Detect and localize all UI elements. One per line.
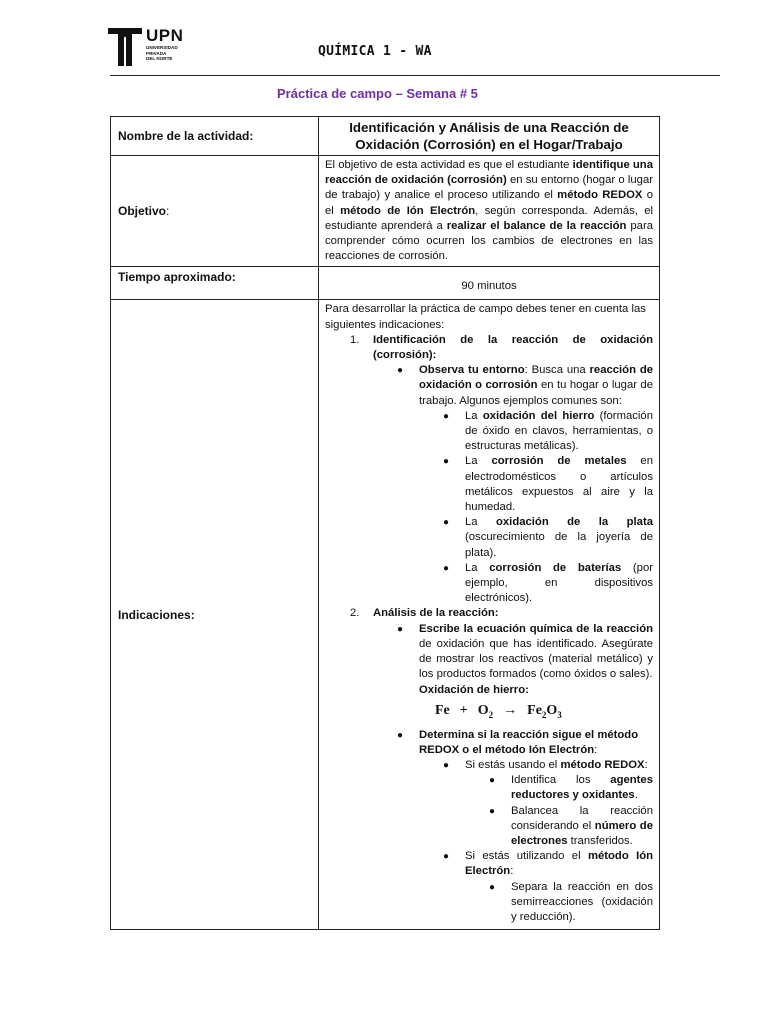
bullet-icon: ● bbox=[397, 623, 404, 635]
step-2-bullet-equation: ● Escribe la ecuación química de la reacción de oxidación que has identificado. Asegúrate de mostrar los reactivos (material metálico) y los productos formados (como óxidos o sales). bbox=[397, 622, 653, 681]
objective-text: El objetivo de esta actividad es que el estudiante identifique una reacción de oxidación (corrosión) en su entorno (hogar o lugar de trabajo) y analice el proceso utilizando el método REDOX o el método de Ión Electrón, según corresponda. Además, el estudiante aprenderá a realizar el balance de la reacción para comprender cómo ocurren los cambios de electrones en las reacciones de corrosión. bbox=[319, 156, 660, 267]
time-value: 90 minutos bbox=[319, 267, 660, 300]
logo-subtitle: UNIVERSIDAD PRIVADA DEL NORTE bbox=[146, 45, 178, 62]
example-iron: ● La oxidación del hierro (formación de óxido en clavos, herramientas, o estructuras metálicas). bbox=[443, 409, 653, 453]
redox-step-balance: ● Balancea la reacción considerando el número de electrones transferidos. bbox=[489, 804, 653, 847]
activity-table bbox=[110, 116, 660, 930]
bullet-icon: ● bbox=[397, 365, 404, 377]
bullet-icon: ● bbox=[443, 851, 450, 863]
bullet-icon: ● bbox=[489, 805, 496, 817]
header-divider bbox=[110, 75, 720, 76]
time-row bbox=[111, 267, 660, 300]
bullet-icon: ● bbox=[443, 759, 450, 771]
objective-label: Objetivo: bbox=[111, 156, 319, 267]
iron-oxidation-equation: $Fe + O_2 \to Fe_2O_3$ bbox=[435, 702, 562, 720]
bullet-icon: ● bbox=[443, 410, 450, 422]
time-label: Tiempo aproximado: bbox=[111, 267, 319, 300]
step-2-bullet-method: ● Determina si la reacción sigue el método REDOX o el método Ión Electrón: bbox=[397, 728, 639, 756]
step-1-bullet: ● Observa tu entorno: Busca una reacción de oxidación o corrosión en tu hogar o lugar de trabajo. Algunos ejemplos comunes son: bbox=[397, 364, 654, 407]
step-2: 2. Análisis de la reacción: bbox=[350, 607, 499, 620]
redox-method: ● Si estás usando el método REDOX: bbox=[465, 758, 653, 773]
ion-step-separate: ● Separa la reacción en dos semirreacciones (oxidación y reducción). bbox=[489, 880, 653, 923]
indications-label: Indicaciones: bbox=[111, 300, 319, 930]
example-silver: ● La oxidación de la plata (oscurecimiento de la joyería de plata). bbox=[443, 516, 653, 559]
indications-intro: Para desarrollar la práctica de campo debes tener en cuenta las siguientes indicaciones: bbox=[325, 303, 646, 331]
bullet-icon: ● bbox=[443, 456, 450, 468]
activity-label: Nombre de la actividad: bbox=[111, 117, 319, 156]
redox-step-identify: ● Identifica los agentes reductores y oxidantes. bbox=[489, 774, 653, 802]
course-title: QUÍMICA 1 - WA bbox=[318, 44, 432, 59]
bullet-icon: ● bbox=[397, 729, 404, 741]
activity-name: Identificación y Análisis de una Reacción de Oxidación (Corrosión) en el Hogar/Trabajo bbox=[319, 117, 660, 156]
equation-label: Oxidación de hierro: bbox=[419, 683, 529, 696]
bullet-icon: ● bbox=[489, 775, 496, 787]
bullet-icon: ● bbox=[443, 562, 450, 574]
activity-row bbox=[111, 117, 660, 156]
example-batteries: ● La corrosión de baterías (por ejemplo, en dispositivos electrónicos). bbox=[443, 561, 653, 605]
example-metals: ● La corrosión de metales en electrodomésticos o artículos metálicos expuestos al aire y la humedad. bbox=[443, 455, 653, 514]
indications-row bbox=[111, 300, 660, 930]
ion-electron-method: ● Si estás utilizando el método Ión Electrón: bbox=[443, 850, 654, 878]
indications-content bbox=[319, 300, 660, 930]
objective-row bbox=[111, 156, 660, 267]
bullet-icon: ● bbox=[489, 881, 496, 893]
logo-upn-text: UPN bbox=[146, 26, 184, 45]
bullet-icon: ● bbox=[443, 517, 450, 529]
practice-subtitle: Práctica de campo – Semana # 5 bbox=[277, 86, 478, 101]
step-1: 1. Identificación de la reacción de oxidación (corrosión): bbox=[350, 333, 653, 362]
logo-wordmark bbox=[146, 27, 183, 62]
